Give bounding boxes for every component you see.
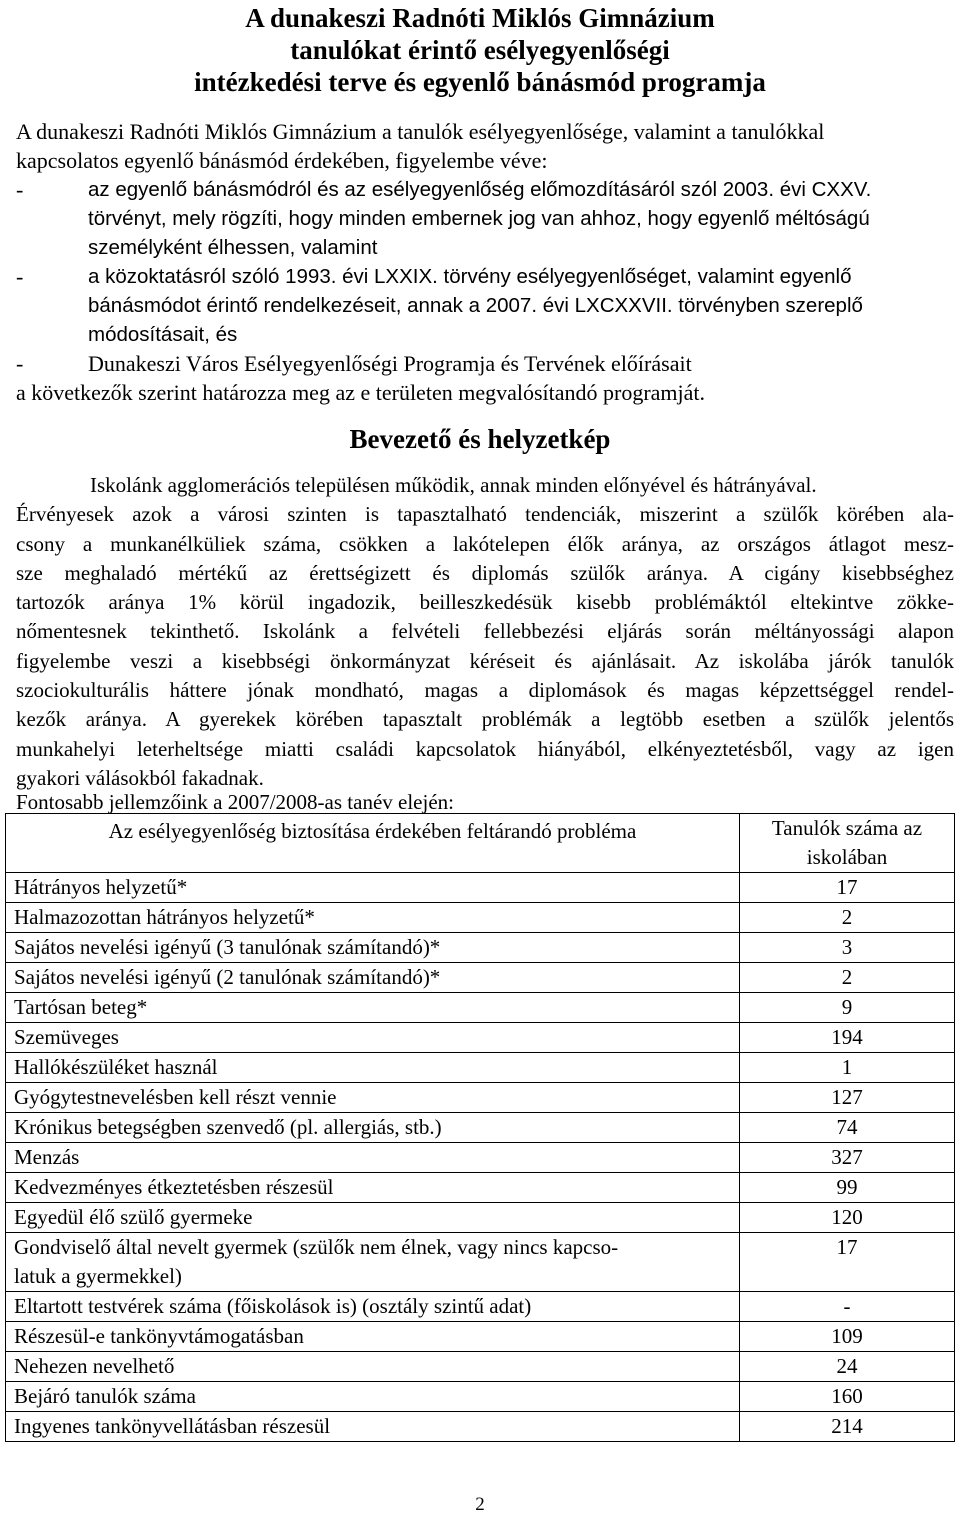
table-cell-value: 194 — [740, 1023, 955, 1053]
table-cell-label: Halmazozottan hátrányos helyzetű* — [6, 903, 740, 933]
table-row — [6, 903, 955, 933]
table-cell-value: 120 — [740, 1203, 955, 1233]
body-line: tartozók aránya 1% körül ingadozik, beilleszkedésük kisebb problémáktól eltekintve zökke- — [16, 590, 954, 615]
list-item-line: a közoktatásról szóló 1993. évi LXXIX. törvény esélyegyenlőséget, valamint egyenlő — [88, 265, 852, 288]
table-cell-value: 74 — [740, 1113, 955, 1143]
list-dash: - — [16, 264, 24, 289]
list-item-line: törvényt, mely rögzíti, hogy minden embernek jog van ahhoz, hogy egyenlő méltóságú — [88, 207, 870, 230]
body-line: kezők aránya. A gyerekek körében tapasztalt problémák a legtöbb esetben a szülők jelentős — [16, 707, 954, 732]
intro-line: kapcsolatos egyenlő bánásmód érdekében, figyelembe véve: — [16, 148, 548, 173]
table-cell-label: Hátrányos helyzetű* — [6, 873, 740, 903]
table-cell-value: 17 — [740, 873, 955, 903]
table-cell-label: Sajátos nevelési igényű (3 tanulónak számítandó)* — [6, 933, 740, 963]
table-header-count-line: iskolában — [806, 845, 888, 869]
table-row — [6, 1233, 955, 1292]
table-cell-label: Bejáró tanulók száma — [6, 1382, 740, 1412]
table-header-count-line: Tanulók száma az — [771, 816, 923, 840]
table-cell-label-line: Gondviselő által nevelt gyermek (szülők nem élnek, vagy nincs kapcso- — [14, 1235, 619, 1259]
body-line: munkahelyi leterheltsége miatti családi kapcsolatok hiányából, elkényeztetésből, vagy az igen — [16, 736, 954, 761]
title-line-2: tanulókat érintő esélyegyenlőségi — [290, 35, 670, 65]
body-line: nőmentesnek tekinthető. Iskolánk a felvételi fellebbezési eljárás során méltányossági alapon — [16, 619, 954, 644]
table-cell-label: Menzás — [6, 1143, 740, 1173]
table-cell-label: Nehezen nevelhető — [6, 1352, 740, 1382]
table-row — [6, 1382, 955, 1412]
table-cell-label: Kedvezményes étkeztetésben részesül — [6, 1173, 740, 1203]
table-row — [6, 1412, 955, 1442]
table-cell-value: 214 — [740, 1412, 955, 1442]
body-line: Iskolánk agglomerációs településen működik, annak minden előnyével és hátrányával. — [90, 473, 817, 497]
table-cell-label: Sajátos nevelési igényű (2 tanulónak számítandó)* — [6, 963, 740, 993]
table-cell-value: 160 — [740, 1382, 955, 1412]
statistics-table — [5, 813, 955, 1442]
table-cell-label: Egyedül élő szülő gyermeke — [6, 1203, 740, 1233]
table-cell-value: 2 — [740, 963, 955, 993]
body-line: csony a munkanélküliek száma, csökken a lakótelepen élők aránya, az országos átlagot mesz- — [16, 531, 954, 556]
table-row — [6, 1083, 955, 1113]
body-paragraph — [16, 471, 954, 793]
table-cell-label: Gyógytestnevelésben kell részt vennie — [6, 1083, 740, 1113]
body-line: Érvényesek azok a városi szinten is tapasztalható tendenciák, miszerint a szülők körében ala- — [16, 502, 954, 527]
list-item-line: Dunakeszi Város Esélyegyenlőségi Programja és Tervének előírásait — [88, 351, 692, 376]
table-row — [6, 993, 955, 1023]
table-caption: Fontosabb jellemzőink a 2007/2008-as tanév elején: — [16, 790, 454, 814]
list-item-3 — [16, 349, 956, 378]
table-row — [6, 1352, 955, 1382]
body-line: szociokulturális háttere jónak mondható, magas a diplomások és magas képzettséggel rendel- — [16, 678, 954, 703]
table-row — [6, 1113, 955, 1143]
table-header-row — [6, 814, 955, 873]
body-line: figyelembe veszi a kisebbségi önkormányzat kéréseit és ajánlásait. Az iskolába járók tanulók — [16, 648, 954, 673]
page-number: 2 — [475, 1494, 485, 1515]
table-row — [6, 963, 955, 993]
table-cell-label — [6, 1233, 740, 1292]
table-cell-label: Krónikus betegségben szenvedő (pl. allergiás, stb.) — [6, 1113, 740, 1143]
list-item-line: személyként élhessen, valamint — [88, 236, 378, 259]
table-row — [6, 1173, 955, 1203]
table-cell-label-line: latuk a gyermekkel) — [14, 1264, 182, 1288]
table-cell-value: 1 — [740, 1053, 955, 1083]
table-row — [6, 1322, 955, 1352]
table-row — [6, 1143, 955, 1173]
table-cell-label: Hallókészüléket használ — [6, 1053, 740, 1083]
list-dash: - — [16, 351, 24, 376]
table-row — [6, 1292, 955, 1322]
list-item-line: bánásmódot érintő rendelkezéseit, annak a 2007. évi LXCXXVII. törvényben szereplő — [88, 294, 863, 317]
body-line: sze meghaladó mértékű az érettségizett és diplomás szülők aránya. A cigány kisebbséghez — [16, 560, 954, 585]
table-cell-label: Ingyenes tankönyvellátásban részesül — [6, 1412, 740, 1442]
list-item-1 — [16, 175, 956, 262]
table-cell-value: 2 — [740, 903, 955, 933]
table-cell-value: 99 — [740, 1173, 955, 1203]
list-item-2 — [16, 262, 956, 349]
table-cell-label: Szemüveges — [6, 1023, 740, 1053]
table-cell-value: - — [740, 1292, 955, 1322]
title-line-1: A dunakeszi Radnóti Miklós Gimnázium — [245, 3, 715, 33]
table-cell-label: Részesül-e tankönyvtámogatásban — [6, 1322, 740, 1352]
intro-closing: a következők szerint határozza meg az e területen megvalósítandó programját. — [16, 380, 706, 405]
table-header-count — [740, 814, 955, 873]
table-cell-value: 109 — [740, 1322, 955, 1352]
table-cell-value: 24 — [740, 1352, 955, 1382]
table-cell-value: 127 — [740, 1083, 955, 1113]
list-item-line: módosításait, és — [88, 323, 238, 346]
table-row — [6, 1053, 955, 1083]
body-line: gyakori válásokból fakadnak. — [16, 765, 264, 790]
table-row — [6, 1023, 955, 1053]
table-header-problem: Az esélyegyenlőség biztosítása érdekében feltárandó probléma — [6, 814, 740, 873]
intro-section — [16, 117, 956, 407]
intro-line: A dunakeszi Radnóti Miklós Gimnázium a tanulók esélyegyenlősége, valamint a tanulókkal — [16, 119, 825, 144]
table-cell-label: Eltartott testvérek száma (főiskolások is) (osztály szintű adat) — [6, 1292, 740, 1322]
document-title — [0, 2, 960, 98]
table-cell-value: 17 — [740, 1233, 955, 1292]
table-row — [6, 873, 955, 903]
list-dash: - — [16, 177, 24, 202]
section-heading: Bevezető és helyzetkép — [349, 424, 611, 454]
list-item-line: az egyenlő bánásmódról és az esélyegyenlőség előmozdításáról szól 2003. évi CXXV. — [88, 178, 872, 201]
title-line-3: intézkedési terve és egyenlő bánásmód programja — [194, 67, 766, 97]
table-cell-value: 3 — [740, 933, 955, 963]
table-cell-value: 9 — [740, 993, 955, 1023]
table-cell-label: Tartósan beteg* — [6, 993, 740, 1023]
table-row — [6, 1203, 955, 1233]
table-cell-value: 327 — [740, 1143, 955, 1173]
table-row — [6, 933, 955, 963]
